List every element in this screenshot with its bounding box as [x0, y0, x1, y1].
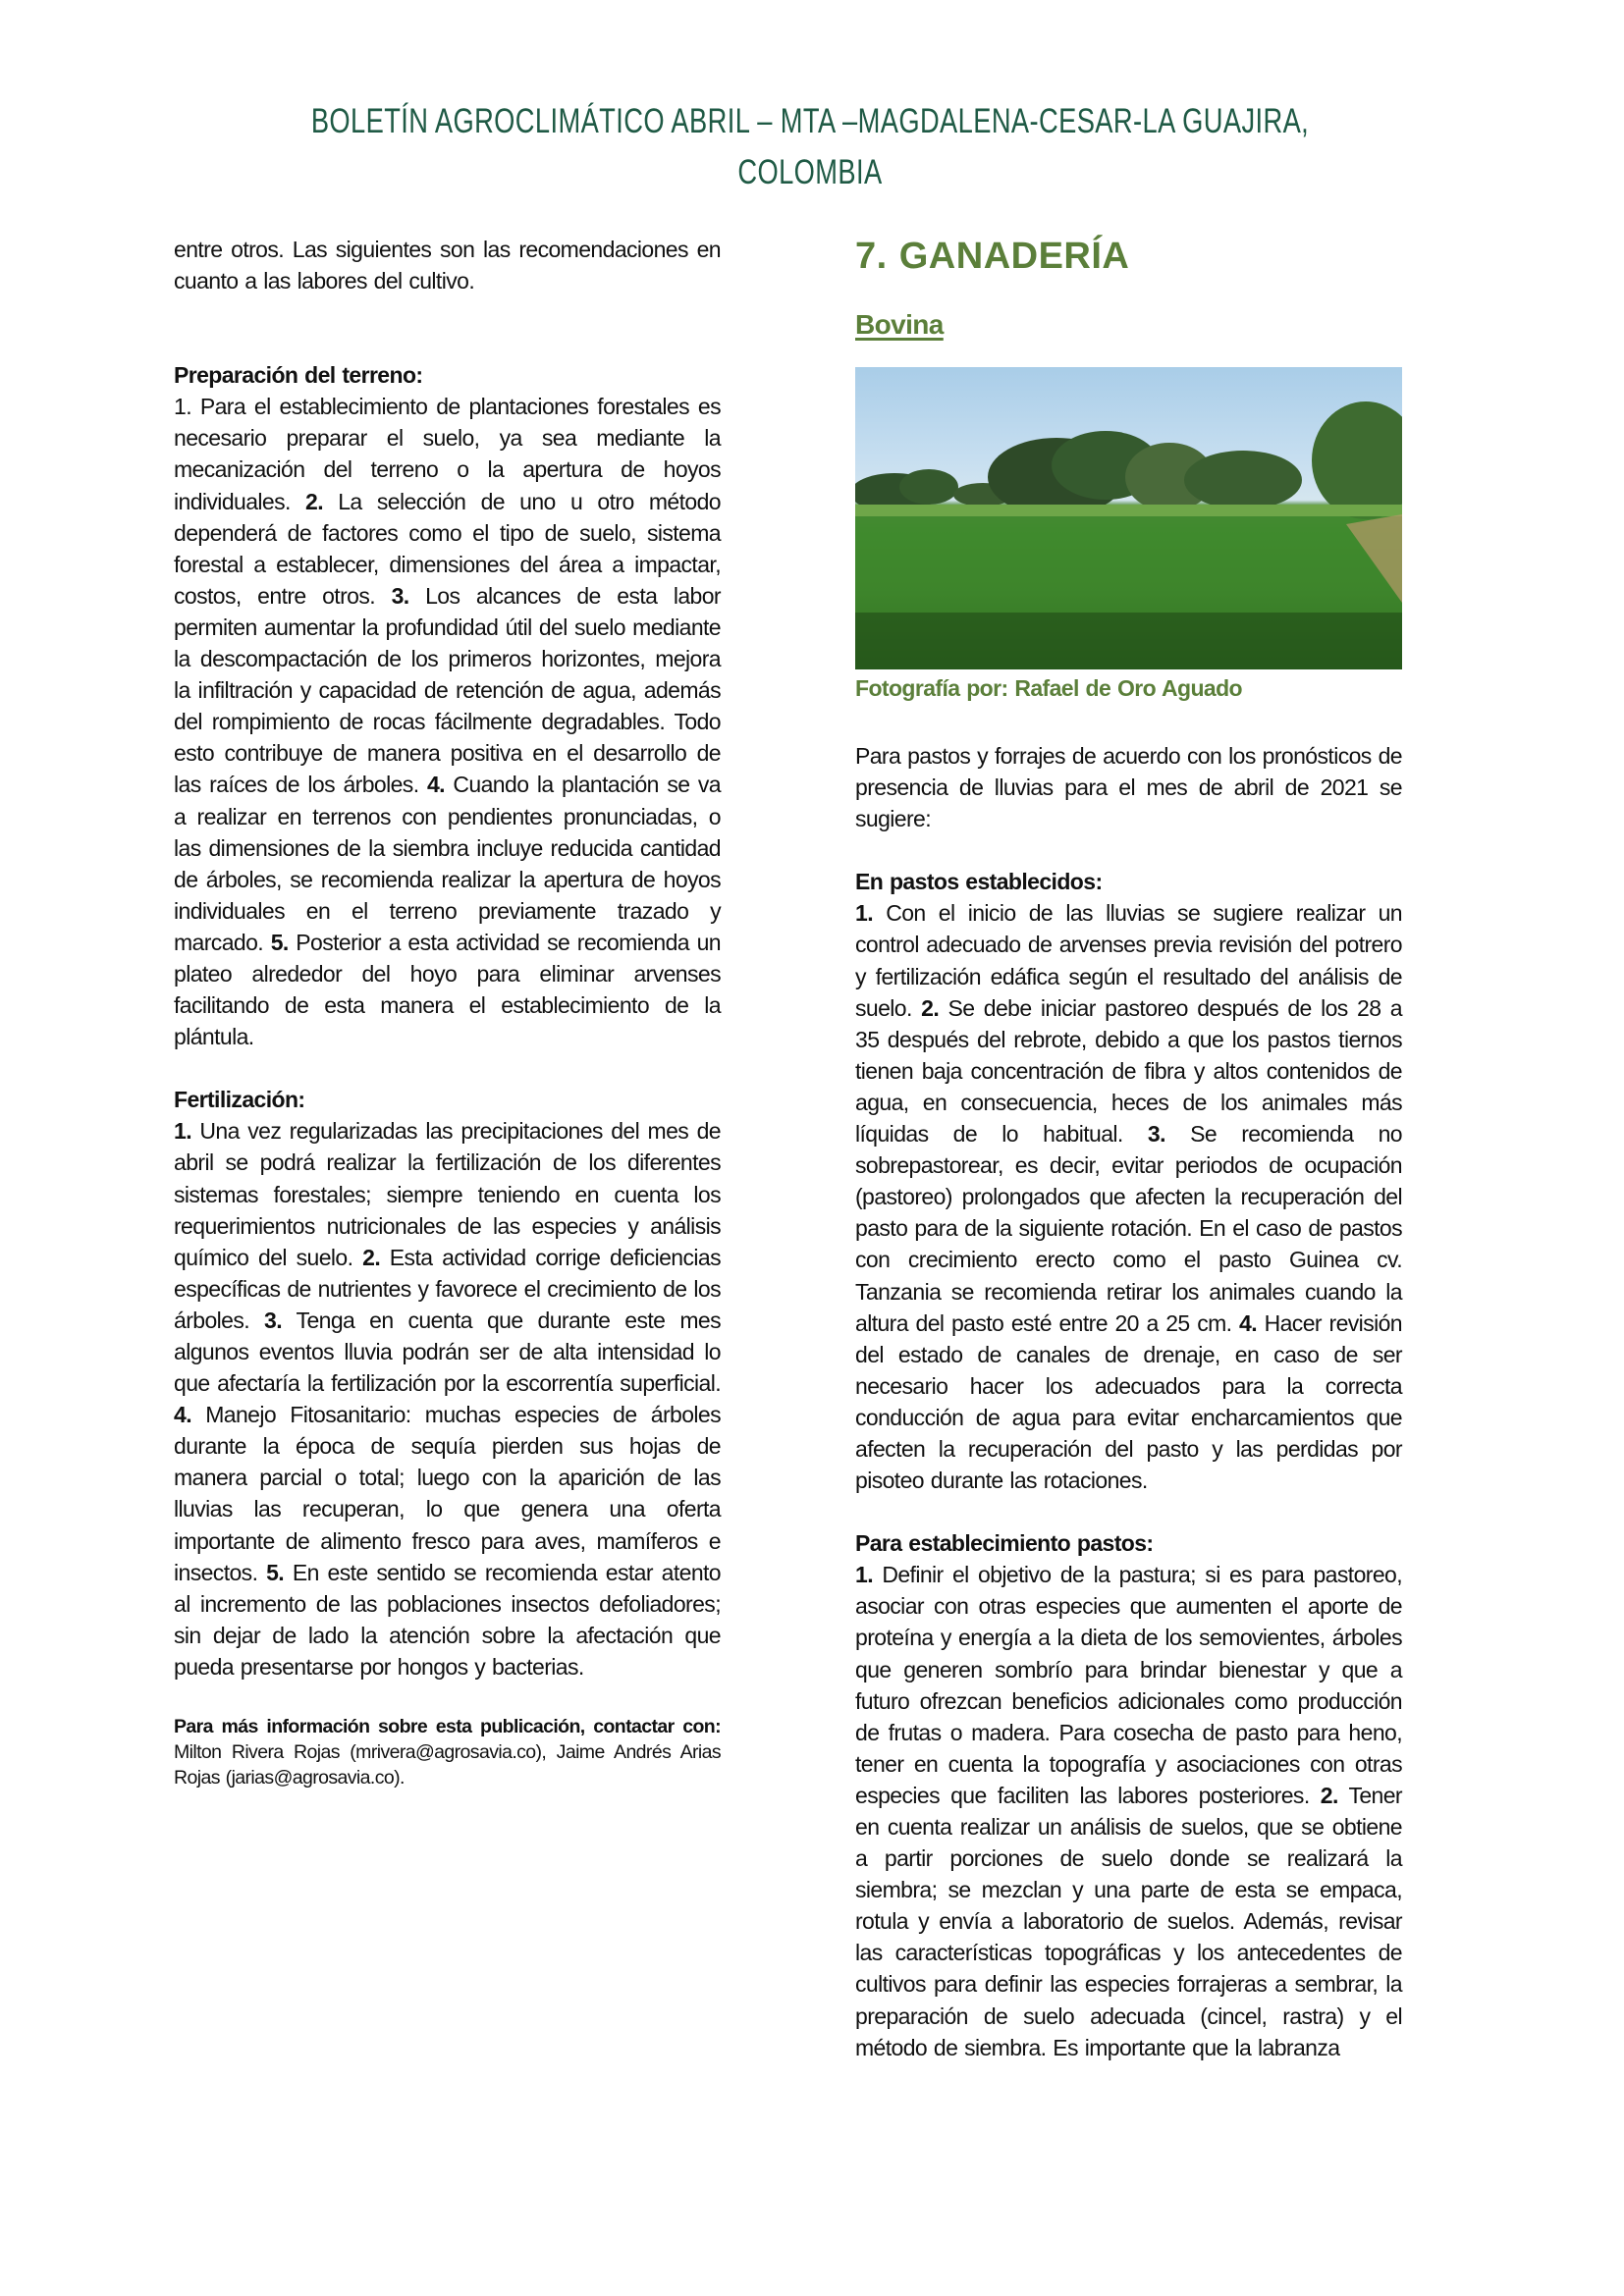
contact-label: Para más información sobre esta publicación, contactar con: — [174, 1716, 721, 1738]
item-num: 3. — [1147, 1121, 1165, 1148]
item-text: Manejo Fitosanitario: muchas especies de árboles durante la época de sequía pierden sus hojas de manera parcial o total; luego con la aparición de las lluvias las recuperan, lo que genera una oferta importante de alimento fresco para aves, mamíferos e insectos. — [174, 1402, 721, 1585]
item-text: La selección de uno u otro método dependerá de factores como el tipo de suelo, sistema forestal a establecer, dimensiones del área a impactar, costos, entre otros. — [174, 488, 721, 609]
item-num: 4. — [174, 1402, 191, 1428]
item-num: 3. — [391, 582, 409, 609]
item-num: 1. — [174, 1118, 191, 1145]
establecidos-heading: En pastos establecidos: — [855, 869, 1103, 895]
fertilizacion-body — [174, 1115, 721, 1682]
preparacion-heading: Preparación del terreno: — [174, 362, 423, 389]
item-text: Cuando la plantación se va a realizar en terrenos con pendientes pronunciadas, o las dimensiones de la siembra incluye reducida cantidad de árboles, se recomienda realizar la apertura de hoyos individuales en el terreno previamente trazado y marcado. — [174, 772, 721, 955]
item-text: Tener en cuenta realizar un análisis de suelos, que se obtiene a partir porciones de suelo donde se realizará la siembra; se mezclan y una parte de esta se empaca, rotula y envía a laboratorio de suelos. Además, revisar las características topográficas y los antecedentes de cultivos para definir las especies forrajeras a sembrar, la preparación de suelo adecuada (cincel, rastra) y el método de siembra. Es importante que la labranza — [855, 1782, 1402, 2060]
establecidos-section — [855, 866, 1402, 1496]
item-text: Tenga en cuenta que durante este mes algunos eventos lluvia podrán ser de alta intensidad lo que afectaría la fertilización por la escorrentía superficial. — [174, 1307, 721, 1397]
contact-text[interactable]: Milton Rivera Rojas (mrivera@agrosavia.co), Jaime Andrés Arias Rojas (jarias@agrosavia.co). — [174, 1741, 721, 1789]
item-text: Los alcances de esta labor permiten aumentar la profundidad útil del suelo mediante la descompactación de los primeros horizontes, mejora la infiltración y capacidad de retención de agua, además del rompimiento de rocas fácilmente degradables. Todo esto contribuye de manera positiva en el desarrollo de las raíces de los árboles. — [174, 582, 721, 798]
subsection-title: Bovina — [855, 309, 944, 340]
item-num: 2. — [921, 994, 940, 1021]
item-text: Se debe iniciar pastoreo después de los 28 a 35 después del rebrote, debido a que los pastos tiernos tienen baja concentración de fibra y altos contenidos de agua, en consecuencia, heces de los animales más líquidas de lo habitual. — [855, 994, 1402, 1148]
pasture-photo — [855, 367, 1402, 669]
contact-info — [174, 1714, 721, 1790]
item-text: Posterior a esta actividad se recomienda un plateo alrededor del hoyo para eliminar arvenses facilitando de esta manera el establecimiento de la plántula. — [174, 929, 721, 1050]
preparacion-section — [174, 359, 721, 1052]
establecidos-body — [855, 897, 1402, 1496]
intro-paragraph: entre otros. Las siguientes son las recomendaciones en cuanto a las labores del cultivo. — [174, 237, 721, 294]
item-num: 2. — [1320, 1782, 1338, 1808]
item-num: 4. — [1239, 1309, 1258, 1336]
item-num: 2. — [362, 1244, 381, 1270]
item-num: 3. — [264, 1307, 282, 1333]
fertilizacion-section — [174, 1084, 721, 1682]
item-num: 1. — [174, 394, 191, 420]
left-column — [174, 234, 721, 1790]
section-title: 7. GANADERÍA — [855, 236, 1130, 277]
pasture-photo-illustration — [855, 367, 1402, 669]
item-text: En este sentido se recomienda estar atento al incremento de las poblaciones insectos defoliadores; sin dejar de lado la atención sobre la afectación que pueda presentarse por hongos y bacterias. — [174, 1559, 721, 1680]
item-text: Se recomienda no sobrepastorear, es decir, evitar periodos de ocupación (pastoreo) prolongados que afecten la recuperación del pasto para de la siguiente rotación. En el caso de pastos con crecimiento erecto como el pasto Guinea cv. Tanzania se recomienda retirar los animales cuando la altura del pasto esté entre 20 a 25 cm. — [855, 1121, 1402, 1336]
item-text: Hacer revisión del estado de canales de drenaje, en caso de ser necesario hacer los adecuados para la correcta conducción de agua para evitar encharcamientos que afecten la recuperación del pasto y las perdidas por pisoteo durante las rotaciones. — [855, 1309, 1402, 1494]
item-num: 2. — [305, 488, 323, 514]
ganaderia-intro: Para pastos y forrajes de acuerdo con los pronósticos de presencia de lluvias para el mes de abril de 2021 se sugiere: — [855, 743, 1402, 832]
item-num: 5. — [270, 929, 289, 955]
item-text: Una vez regularizadas las precipitaciones del mes de abril se podrá realizar la fertilización de los diferentes sistemas forestales; siempre teniendo en cuenta los requerimientos nutricionales de las especies y análisis químico del suelo. — [174, 1118, 721, 1270]
right-column — [855, 234, 1402, 2063]
preparacion-body — [174, 391, 721, 1052]
item-num: 5. — [266, 1559, 285, 1585]
header-title-line2: COLOMBIA — [737, 153, 883, 191]
establecimiento-body — [855, 1559, 1402, 2063]
item-num: 1. — [855, 900, 873, 927]
item-text: Con el inicio de las lluvias se sugiere realizar un control adecuado de arvenses previa revisión del potrero y fertilización edáfica según el resultado del análisis de suelo. — [855, 900, 1402, 1021]
item-text: Definir el objetivo de la pastura; si es para pastoreo, asociar con otras especies que aumenten el aporte de proteína y energía a la dieta de los semovientes, árboles que generen sombrío para brindar bienestar y que a futuro ofrezcan beneficios adicionales como producción de frutas o madera. Para cosecha de pasto para heno, tener en cuenta la topografía y asociaciones con otras especies que faciliten las labores posteriores. — [855, 1562, 1402, 1808]
item-text: Esta actividad corrige deficiencias específicas de nutrientes y favorece el crecimiento de los árboles. — [174, 1244, 722, 1333]
fertilizacion-heading: Fertilización: — [174, 1087, 305, 1113]
item-num: 4. — [426, 772, 445, 798]
page-header — [310, 96, 1310, 198]
photo-caption: Fotografía por: Rafael de Oro Aguado — [855, 675, 1243, 701]
establecimiento-heading: Para establecimiento pastos: — [855, 1530, 1154, 1557]
item-num: 1. — [855, 1562, 873, 1588]
establecimiento-section — [855, 1527, 1402, 2063]
header-title-line1: BOLETÍN AGROCLIMÁTICO ABRIL – MTA –MAGDALENA-CESAR-LA GUAJIRA, — [310, 102, 1310, 140]
item-text: Para el establecimiento de plantaciones forestales es necesario preparar el suelo, ya sea mediante la mecanización del terreno o la apertura de hoyos individuales. — [174, 394, 721, 514]
